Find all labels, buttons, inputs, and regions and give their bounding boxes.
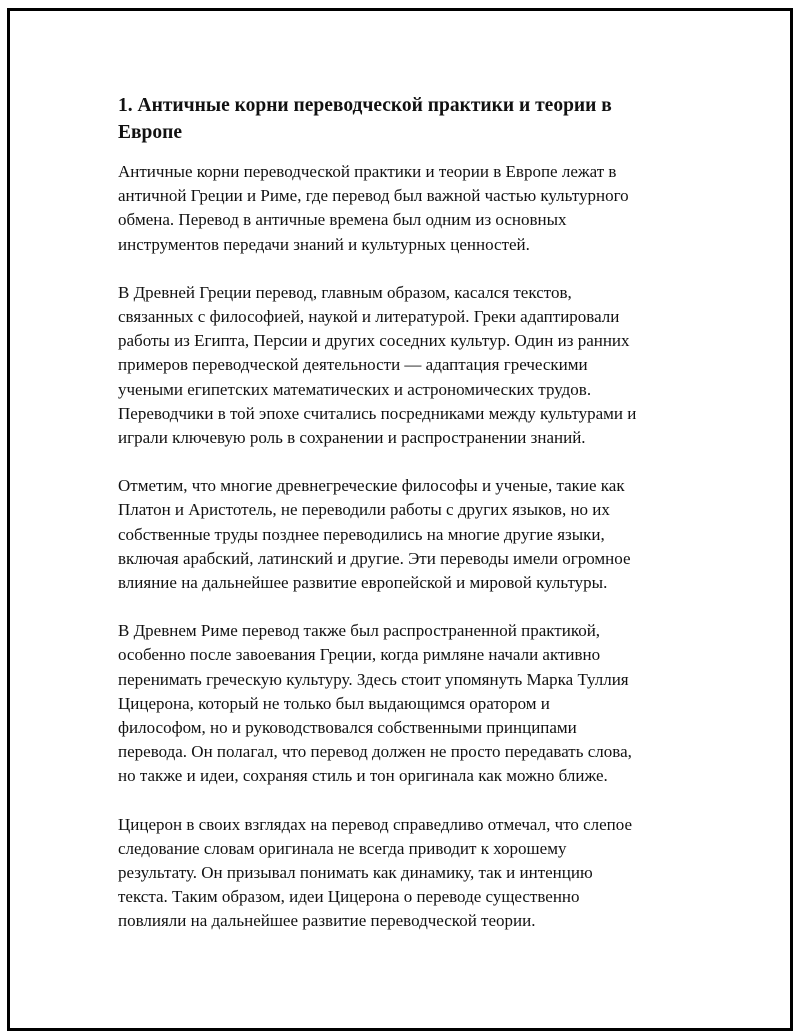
section-heading xyxy=(118,92,693,146)
text-line: связанных с философией, наукой и литературой. Греки адаптировали xyxy=(118,307,620,327)
text-line: результату. Он призывал понимать как динамику, так и интенцию xyxy=(118,863,593,883)
text-line: влияние на дальнейшее развитие европейской и мировой культуры. xyxy=(118,573,608,593)
text-line: но также и идеи, сохраняя стиль и тон оригинала как можно ближе. xyxy=(118,766,608,786)
text-line: В Древней Греции перевод, главным образом, касался текстов, xyxy=(118,282,572,302)
text-line: Цицерона, который не только был выдающимся оратором и xyxy=(118,693,550,713)
text-line: повлияли на дальнейшее развитие переводческой теории. xyxy=(118,911,536,931)
text-line: Переводчики в той эпохе считались посредниками между культурами и xyxy=(118,403,637,423)
paragraph-4 xyxy=(118,619,693,788)
text-line: философом, но и руководствовался собственными принципами xyxy=(118,718,577,738)
heading-line: Европе xyxy=(118,122,183,143)
text-line: инструментов передачи знаний и культурных ценностей. xyxy=(118,234,530,254)
heading-line: 1. Античные корни переводческой практики и теории в xyxy=(118,95,612,116)
text-line: включая арабский, латинский и другие. Эти переводы имели огромное xyxy=(118,548,631,568)
text-line: учеными египетских математических и астрономических трудов. xyxy=(118,379,592,399)
text-line: примеров переводческой деятельности — адаптация греческими xyxy=(118,355,588,375)
text-line: собственные труды позднее переводились на многие другие языки, xyxy=(118,524,605,544)
text-line: особенно после завоевания Греции, когда римляне начали активно xyxy=(118,645,601,665)
text-line: античной Греции и Риме, где перевод был важной частью культурного xyxy=(118,186,629,206)
paragraph-2 xyxy=(118,281,693,450)
text-line: обмена. Перевод в античные времена был одним из основных xyxy=(118,210,567,230)
text-line: играли ключевую роль в сохранении и распространении знаний. xyxy=(118,428,586,448)
paragraph-5 xyxy=(118,813,693,934)
text-line: Цицерон в своих взглядах на перевод справедливо отмечал, что слепое xyxy=(118,814,633,834)
text-line: Отметим, что многие древнегреческие философы и ученые, такие как xyxy=(118,476,625,496)
paragraph-3 xyxy=(118,474,693,595)
document-body xyxy=(118,92,693,958)
text-line: текста. Таким образом, идеи Цицерона о переводе существенно xyxy=(118,887,580,907)
text-line: В Древнем Риме перевод также был распространенной практикой, xyxy=(118,621,601,641)
paragraph-1 xyxy=(118,160,693,257)
text-line: перевода. Он полагал, что перевод должен не просто передавать слова, xyxy=(118,742,632,762)
text-line: Платон и Аристотель, не переводили работы с других языков, но их xyxy=(118,500,610,520)
text-line: следование словам оригинала не всегда приводит к хорошему xyxy=(118,838,567,858)
text-line: работы из Египта, Персии и других соседних культур. Один из ранних xyxy=(118,331,630,351)
text-line: Античные корни переводческой практики и теории в Европе лежат в xyxy=(118,162,617,181)
text-line: перенимать греческую культуру. Здесь стоит упомянуть Марка Туллия xyxy=(118,669,629,689)
